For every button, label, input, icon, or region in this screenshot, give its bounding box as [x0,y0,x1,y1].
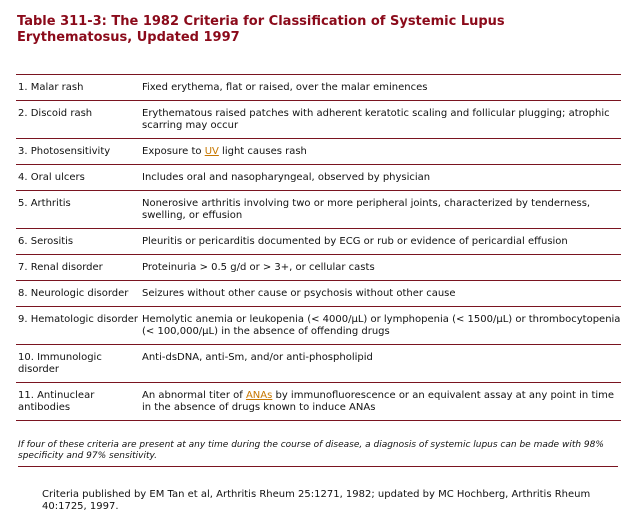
definition-text: An abnormal titer of [142,390,246,401]
criterion-definition: Erythematous raised patches with adherent keratotic scaling and follicular plugging; atrophic scarring may occur [140,101,621,139]
criterion-definition: Proteinuria > 0.5 g/d or > 3+, or cellular casts [140,255,621,281]
source-citation: Criteria published by EM Tan et al, Arthritis Rheum 25:1271, 1982; updated by MC Hochberg, Arthritis Rheum 40:1725, 1997. [42,489,591,512]
criterion-name: 9. Hematologic disorder [16,307,140,345]
table-row [16,139,621,165]
criterion-name: 6. Serositis [16,229,140,255]
table-row [16,383,621,421]
criterion-definition [140,139,621,165]
criterion-definition: Pleuritis or pericarditis documented by ECG or rub or evidence of pericardial effusion [140,229,621,255]
criterion-name: 8. Neurologic disorder [16,281,140,307]
definition-text: by immunofluorescence or an equivalent assay at any point in time in the absence of drugs known to induce ANAs [142,390,615,413]
criterion-definition [140,383,621,421]
table-row [16,345,621,383]
definition-text: Exposure to [142,146,205,157]
anas-link[interactable]: ANAs [245,390,273,401]
table-row [16,191,621,229]
criterion-name: 10. Immunologic disorder [16,345,140,383]
criterion-definition: Nonerosive arthritis involving two or more peripheral joints, characterized by tenderness, swelling, or effusion [140,191,621,229]
criterion-definition: Includes oral and nasopharyngeal, observed by physician [140,165,621,191]
criterion-definition: Fixed erythema, flat or raised, over the malar eminences [140,75,621,101]
table-row [16,101,621,139]
table-row [16,229,621,255]
criteria-table [16,74,621,421]
criterion-name: 5. Arthritis [16,191,140,229]
criterion-definition: Seizures without other cause or psychosis without other cause [140,281,621,307]
table-row [16,281,621,307]
definition-text: light causes rash [218,146,307,157]
table-title: Table 311-3: The 1982 Criteria for Classification of Systemic Lupus Erythematosus, Updated 1997 [17,14,505,45]
criterion-definition: Anti-dsDNA, anti-Sm, and/or anti-phospholipid [140,345,621,383]
uv-link[interactable]: UV [204,146,219,157]
criterion-name: 4. Oral ulcers [16,165,140,191]
criterion-definition: Hemolytic anemia or leukopenia (< 4000/μL) or lymphopenia (< 1500/μL) or thrombocytopenia (< 100,000/μL) in the absence of offending drugs [140,307,621,345]
table-row [16,75,621,101]
criterion-name: 2. Discoid rash [16,101,140,139]
criterion-name: 7. Renal disorder [16,255,140,281]
criterion-name: 1. Malar rash [16,75,140,101]
table-row [16,307,621,345]
table-row [16,165,621,191]
table-footnote: If four of these criteria are present at any time during the course of disease, a diagnosis of systemic lupus can be made with 98% specificity and 97% sensitivity. [18,440,618,467]
criterion-name: 3. Photosensitivity [16,139,140,165]
criterion-name: 11. Antinuclear antibodies [16,383,140,421]
table-row [16,255,621,281]
